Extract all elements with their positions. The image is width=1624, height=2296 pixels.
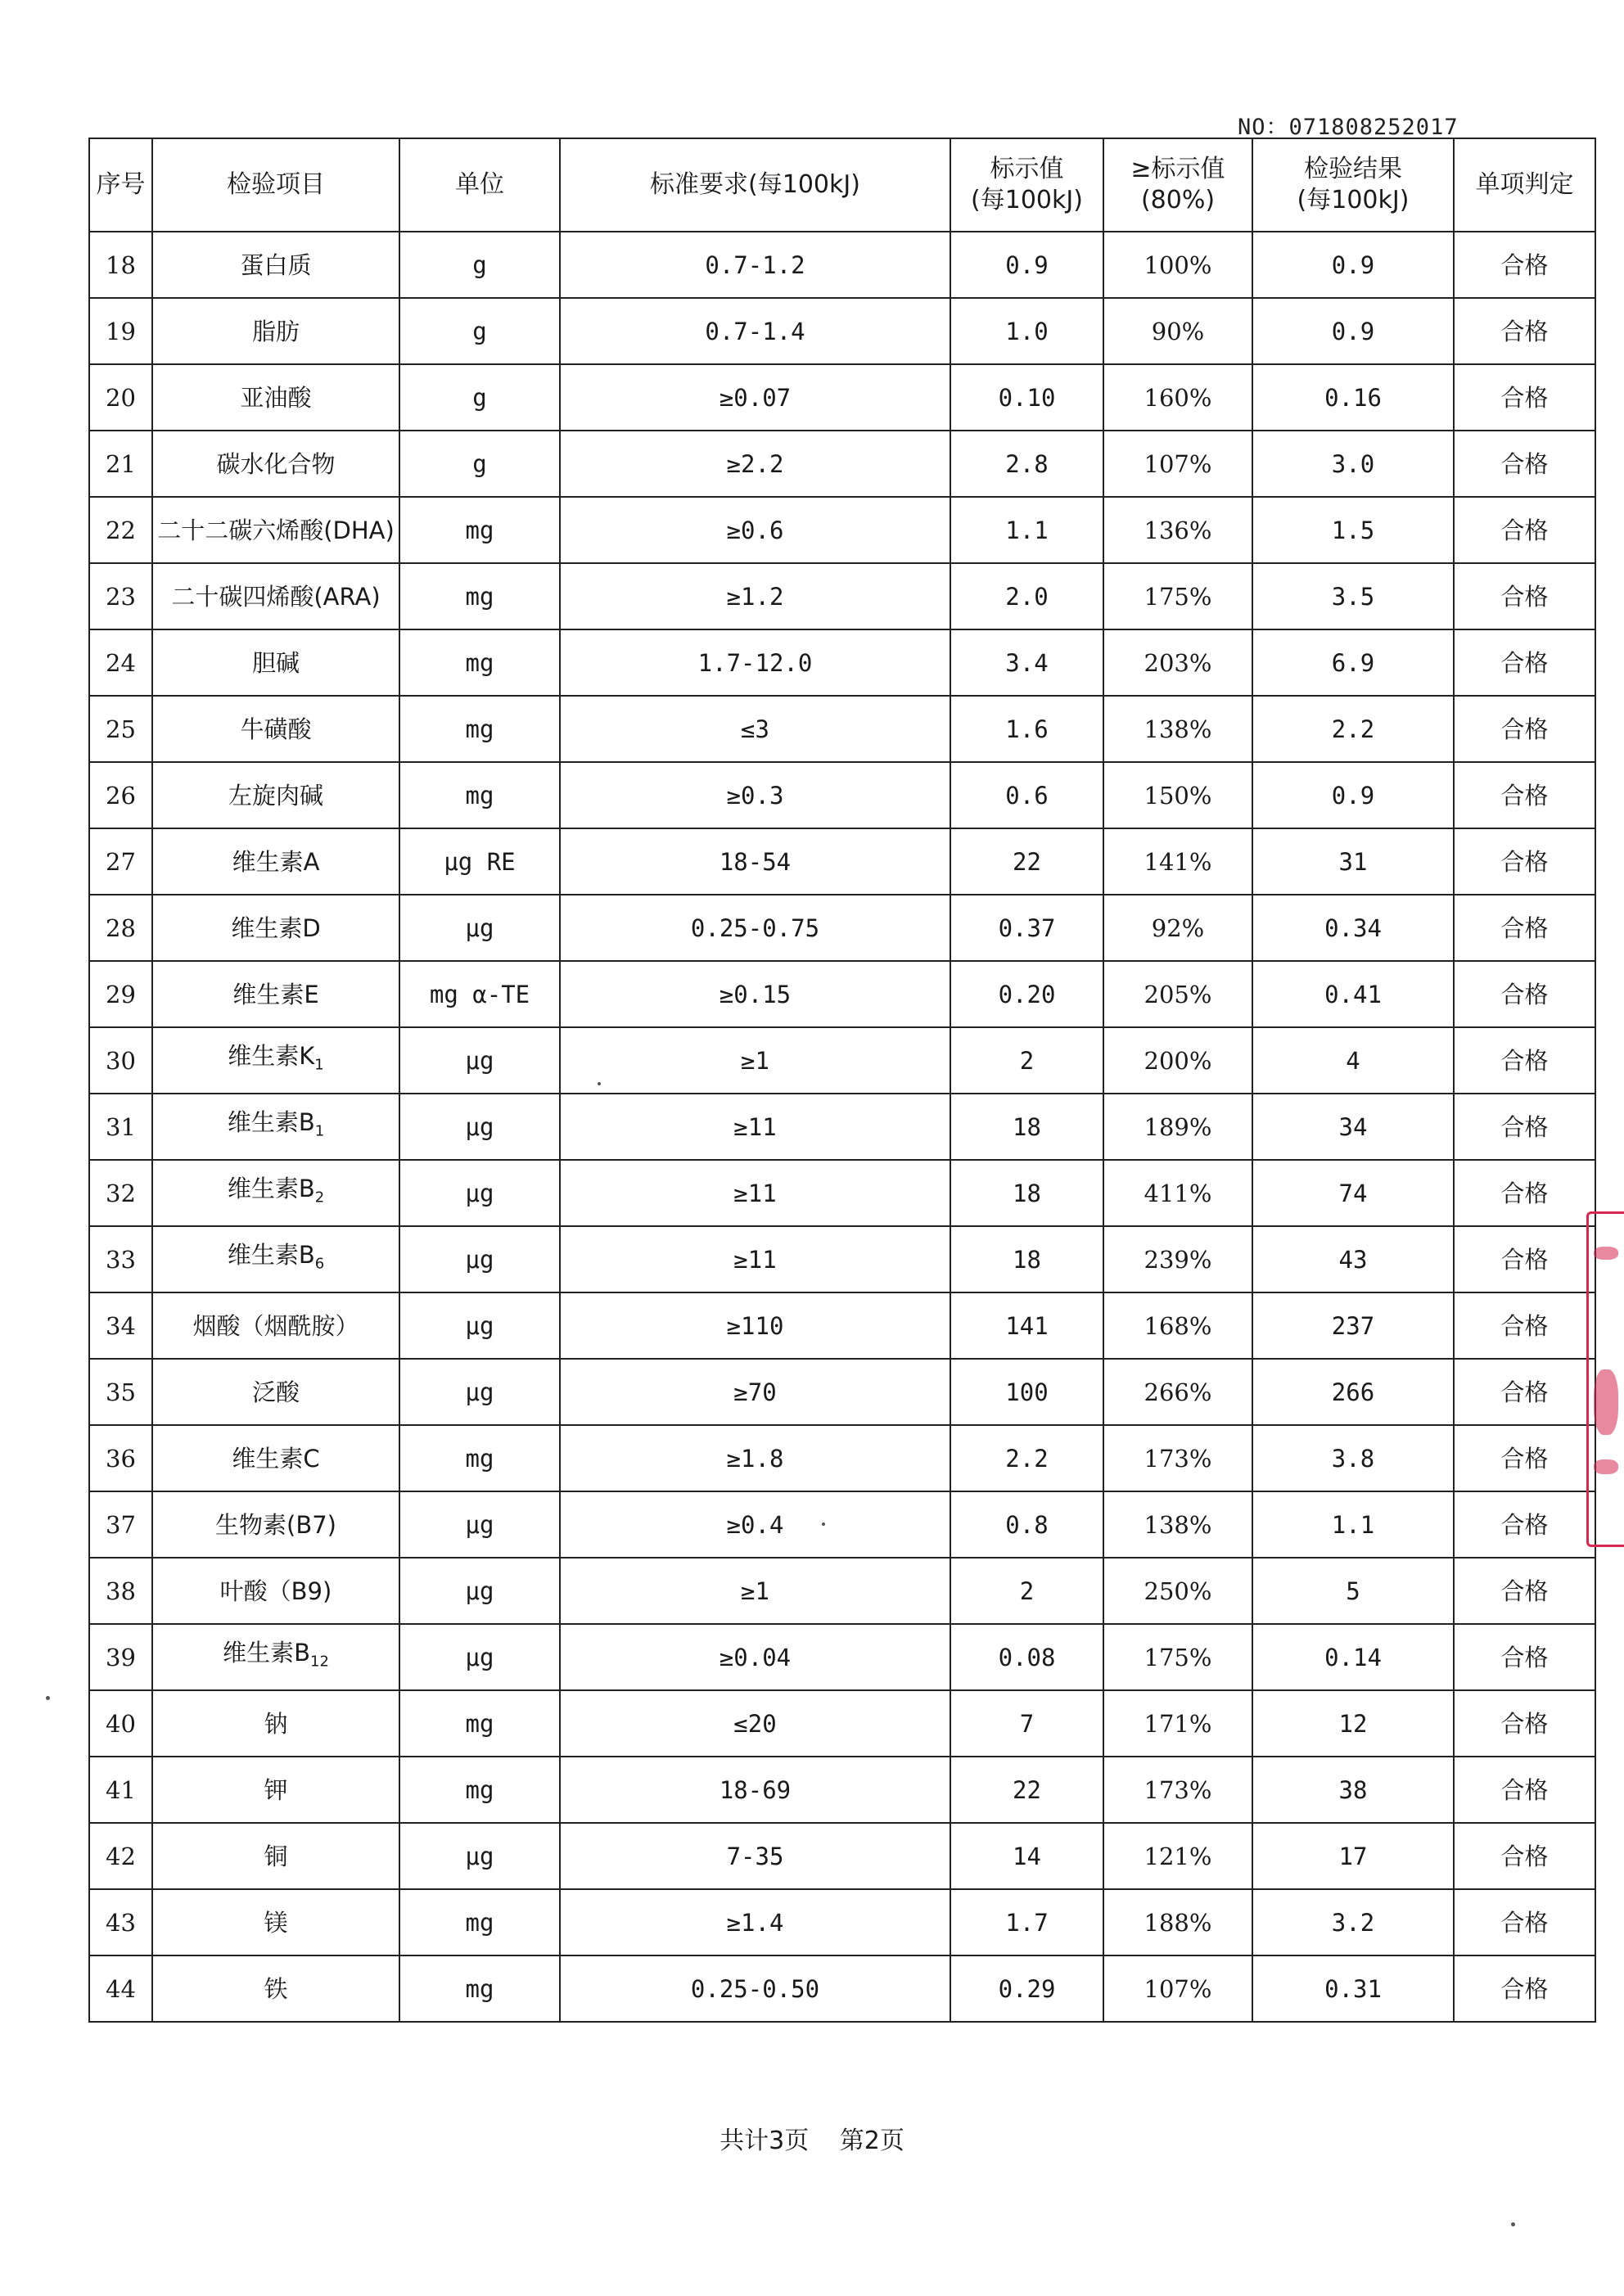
- cell-requirement: 18-54: [560, 828, 950, 895]
- cell-label-value: 0.10: [950, 364, 1103, 431]
- cell-item: [152, 1027, 399, 1094]
- cell-result: 3.0: [1252, 431, 1454, 497]
- cell-unit: g: [399, 431, 560, 497]
- cell-pct: 173%: [1103, 1757, 1252, 1823]
- table-row: [89, 629, 1595, 696]
- table-row: [89, 1226, 1595, 1292]
- cell-item: 维生素E: [152, 961, 399, 1027]
- header-label-value-line2: (每100kJ): [971, 186, 1083, 214]
- table-row: [89, 1292, 1595, 1359]
- cell-requirement: ≥0.3: [560, 762, 950, 828]
- cell-seq: 40: [89, 1690, 152, 1757]
- cell-verdict: 合格: [1454, 1359, 1595, 1425]
- cell-requirement: ≥11: [560, 1094, 950, 1160]
- cell-result: 38: [1252, 1757, 1454, 1823]
- cell-verdict: 合格: [1454, 1226, 1595, 1292]
- cell-pct: 205%: [1103, 961, 1252, 1027]
- cell-result: 237: [1252, 1292, 1454, 1359]
- cell-label-value: 18: [950, 1094, 1103, 1160]
- table-row: [89, 364, 1595, 431]
- cell-result: 0.9: [1252, 232, 1454, 298]
- cell-label-value: 3.4: [950, 629, 1103, 696]
- cell-verdict: 合格: [1454, 1558, 1595, 1624]
- item-subscript: 12: [310, 1653, 329, 1671]
- cell-pct: 138%: [1103, 696, 1252, 762]
- cell-unit: μg: [399, 1558, 560, 1624]
- cell-unit: mg: [399, 1690, 560, 1757]
- cell-verdict: 合格: [1454, 629, 1595, 696]
- cell-requirement: 7-35: [560, 1823, 950, 1889]
- cell-pct: 168%: [1103, 1292, 1252, 1359]
- header-seq: 序号: [89, 138, 152, 232]
- table-row: [89, 1491, 1595, 1558]
- cell-seq: 27: [89, 828, 152, 895]
- cell-pct: 92%: [1103, 895, 1252, 961]
- table-row: [89, 1027, 1595, 1094]
- cell-item: 牛磺酸: [152, 696, 399, 762]
- cell-result: 5: [1252, 1558, 1454, 1624]
- cell-requirement: ≥1: [560, 1558, 950, 1624]
- cell-unit: μg: [399, 1226, 560, 1292]
- cell-item: 维生素D: [152, 895, 399, 961]
- cell-unit: μg: [399, 1094, 560, 1160]
- cell-pct: 107%: [1103, 431, 1252, 497]
- cell-result: 266: [1252, 1359, 1454, 1425]
- table-row: [89, 563, 1595, 629]
- cell-seq: 26: [89, 762, 152, 828]
- cell-verdict: 合格: [1454, 563, 1595, 629]
- cell-requirement: 0.7-1.2: [560, 232, 950, 298]
- cell-pct: 141%: [1103, 828, 1252, 895]
- report-number: NO：071808252017: [1238, 115, 1459, 140]
- table-row: [89, 1359, 1595, 1425]
- header-result-line2: (每100kJ): [1297, 186, 1410, 214]
- cell-verdict: 合格: [1454, 1889, 1595, 1955]
- table-header-row: [89, 138, 1595, 232]
- cell-requirement: ≥11: [560, 1160, 950, 1226]
- cell-verdict: 合格: [1454, 696, 1595, 762]
- cell-label-value: 0.08: [950, 1624, 1103, 1690]
- cell-item: 脂肪: [152, 298, 399, 364]
- cell-pct: 175%: [1103, 563, 1252, 629]
- cell-result: 0.9: [1252, 762, 1454, 828]
- cell-item: [152, 1160, 399, 1226]
- cell-seq: 22: [89, 497, 152, 563]
- cell-item: 叶酸（B9): [152, 1558, 399, 1624]
- scan-speck: [46, 1696, 50, 1700]
- item-subscript: 1: [314, 1122, 325, 1140]
- cell-verdict: 合格: [1454, 1094, 1595, 1160]
- cell-item: 碳水化合物: [152, 431, 399, 497]
- cell-item: 钠: [152, 1690, 399, 1757]
- cell-item: 镁: [152, 1889, 399, 1955]
- cell-label-value: 2.0: [950, 563, 1103, 629]
- cell-pct: 138%: [1103, 1491, 1252, 1558]
- stamp-ink-mark: [1594, 1247, 1618, 1260]
- cell-seq: 21: [89, 431, 152, 497]
- cell-result: 3.8: [1252, 1425, 1454, 1491]
- cell-seq: 23: [89, 563, 152, 629]
- cell-pct: 203%: [1103, 629, 1252, 696]
- cell-item: 烟酸（烟酰胺）: [152, 1292, 399, 1359]
- cell-verdict: 合格: [1454, 1624, 1595, 1690]
- item-name: 维生素B: [227, 1107, 315, 1136]
- cell-result: 1.5: [1252, 497, 1454, 563]
- header-result: [1252, 138, 1454, 232]
- table-row: [89, 1690, 1595, 1757]
- cell-result: 0.34: [1252, 895, 1454, 961]
- cell-unit: μg: [399, 1160, 560, 1226]
- cell-seq: 24: [89, 629, 152, 696]
- table-row: [89, 1558, 1595, 1624]
- cell-label-value: 0.6: [950, 762, 1103, 828]
- cell-verdict: 合格: [1454, 1823, 1595, 1889]
- cell-item: 生物素(B7): [152, 1491, 399, 1558]
- cell-requirement: ≥0.04: [560, 1624, 950, 1690]
- table-row: [89, 1094, 1595, 1160]
- item-name: 维生素B: [227, 1174, 315, 1202]
- cell-pct: 175%: [1103, 1624, 1252, 1690]
- cell-seq: 38: [89, 1558, 152, 1624]
- cell-unit: mg: [399, 1889, 560, 1955]
- cell-item: 二十二碳六烯酸(DHA): [152, 497, 399, 563]
- table-row: [89, 1624, 1595, 1690]
- table-row: [89, 696, 1595, 762]
- cell-pct: 188%: [1103, 1889, 1252, 1955]
- cell-result: 0.9: [1252, 298, 1454, 364]
- header-requirement: 标准要求(每100kJ): [560, 138, 950, 232]
- cell-pct: 250%: [1103, 1558, 1252, 1624]
- cell-label-value: 2.2: [950, 1425, 1103, 1491]
- cell-result: 0.41: [1252, 961, 1454, 1027]
- page-footer: [0, 2120, 1624, 2156]
- cell-item: 铜: [152, 1823, 399, 1889]
- cell-requirement: 0.25-0.75: [560, 895, 950, 961]
- stamp-ink-mark: [1594, 1459, 1618, 1474]
- cell-pct: 150%: [1103, 762, 1252, 828]
- cell-verdict: 合格: [1454, 1491, 1595, 1558]
- cell-unit: g: [399, 364, 560, 431]
- cell-label-value: 0.9: [950, 232, 1103, 298]
- cell-result: 17: [1252, 1823, 1454, 1889]
- table-row: [89, 1425, 1595, 1491]
- cell-label-value: 18: [950, 1226, 1103, 1292]
- table-row: [89, 1955, 1595, 2022]
- cell-item: 钾: [152, 1757, 399, 1823]
- cell-result: 74: [1252, 1160, 1454, 1226]
- cell-verdict: 合格: [1454, 1027, 1595, 1094]
- cell-pct: 411%: [1103, 1160, 1252, 1226]
- cell-requirement: ≥0.07: [560, 364, 950, 431]
- cell-unit: mg: [399, 1955, 560, 2022]
- cell-unit: μg: [399, 1491, 560, 1558]
- header-pct-line2: (80%): [1140, 186, 1216, 214]
- cell-label-value: 1.7: [950, 1889, 1103, 1955]
- cell-verdict: 合格: [1454, 895, 1595, 961]
- cell-requirement: ≥1.8: [560, 1425, 950, 1491]
- inspection-results-table: [88, 138, 1596, 2023]
- footer-total-pages: 共计3页: [720, 2127, 810, 2155]
- cell-label-value: 0.20: [950, 961, 1103, 1027]
- cell-label-value: 2: [950, 1027, 1103, 1094]
- cell-item: 维生素C: [152, 1425, 399, 1491]
- cell-pct: 173%: [1103, 1425, 1252, 1491]
- cell-verdict: 合格: [1454, 1425, 1595, 1491]
- cell-seq: 34: [89, 1292, 152, 1359]
- cell-item: [152, 1094, 399, 1160]
- cell-verdict: 合格: [1454, 961, 1595, 1027]
- stamp-ink-mark: [1594, 1369, 1618, 1435]
- cell-item: [152, 1226, 399, 1292]
- cell-verdict: 合格: [1454, 828, 1595, 895]
- cell-label-value: 141: [950, 1292, 1103, 1359]
- header-item: 检验项目: [152, 138, 399, 232]
- table-row: [89, 1889, 1595, 1955]
- cell-pct: 171%: [1103, 1690, 1252, 1757]
- cell-result: 4: [1252, 1027, 1454, 1094]
- header-pct: [1103, 138, 1252, 232]
- scan-speck: [598, 1082, 601, 1085]
- cell-unit: μg RE: [399, 828, 560, 895]
- cell-label-value: 1.1: [950, 497, 1103, 563]
- cell-pct: 136%: [1103, 497, 1252, 563]
- cell-unit: mg: [399, 497, 560, 563]
- cell-unit: μg: [399, 1359, 560, 1425]
- cell-verdict: 合格: [1454, 1160, 1595, 1226]
- cell-seq: 43: [89, 1889, 152, 1955]
- cell-unit: mg: [399, 629, 560, 696]
- cell-unit: μg: [399, 1027, 560, 1094]
- cell-seq: 44: [89, 1955, 152, 2022]
- cell-result: 31: [1252, 828, 1454, 895]
- cell-unit: μg: [399, 1823, 560, 1889]
- table-row: [89, 961, 1595, 1027]
- footer-current-page: 第2页: [839, 2127, 904, 2155]
- table-row: [89, 895, 1595, 961]
- cell-item: 胆碱: [152, 629, 399, 696]
- cell-requirement: ≥0.15: [560, 961, 950, 1027]
- header-verdict: 单项判定: [1454, 138, 1595, 232]
- cell-seq: 41: [89, 1757, 152, 1823]
- cell-requirement: ≥11: [560, 1226, 950, 1292]
- cell-pct: 121%: [1103, 1823, 1252, 1889]
- cell-result: 0.31: [1252, 1955, 1454, 2022]
- cell-label-value: 18: [950, 1160, 1103, 1226]
- cell-verdict: 合格: [1454, 1955, 1595, 2022]
- cell-seq: 39: [89, 1624, 152, 1690]
- cell-label-value: 7: [950, 1690, 1103, 1757]
- cell-result: 12: [1252, 1690, 1454, 1757]
- cell-item: 二十碳四烯酸(ARA): [152, 563, 399, 629]
- cell-result: 3.5: [1252, 563, 1454, 629]
- cell-seq: 32: [89, 1160, 152, 1226]
- red-stamp-fragment: [1586, 1211, 1624, 1547]
- cell-requirement: ≥2.2: [560, 431, 950, 497]
- item-name: 维生素K: [228, 1041, 315, 1070]
- cell-unit: mg: [399, 762, 560, 828]
- cell-verdict: 合格: [1454, 364, 1595, 431]
- cell-result: 1.1: [1252, 1491, 1454, 1558]
- header-unit: 单位: [399, 138, 560, 232]
- cell-verdict: 合格: [1454, 431, 1595, 497]
- cell-seq: 35: [89, 1359, 152, 1425]
- cell-seq: 36: [89, 1425, 152, 1491]
- cell-seq: 30: [89, 1027, 152, 1094]
- cell-pct: 266%: [1103, 1359, 1252, 1425]
- cell-verdict: 合格: [1454, 762, 1595, 828]
- cell-requirement: 0.7-1.4: [560, 298, 950, 364]
- item-name: 维生素B: [227, 1240, 315, 1269]
- table-row: [89, 828, 1595, 895]
- item-subscript: 1: [314, 1056, 324, 1074]
- cell-result: 2.2: [1252, 696, 1454, 762]
- cell-unit: μg: [399, 895, 560, 961]
- scan-speck: [822, 1522, 825, 1526]
- table-row: [89, 232, 1595, 298]
- cell-requirement: ≤3: [560, 696, 950, 762]
- scan-speck: [1511, 2222, 1515, 2226]
- header-result-line1: 检验结果: [1304, 155, 1402, 183]
- cell-unit: mg: [399, 696, 560, 762]
- cell-verdict: 合格: [1454, 1292, 1595, 1359]
- cell-pct: 200%: [1103, 1027, 1252, 1094]
- header-pct-line1: ≥标示值: [1130, 155, 1225, 183]
- cell-unit: mg: [399, 563, 560, 629]
- cell-result: 3.2: [1252, 1889, 1454, 1955]
- cell-pct: 100%: [1103, 232, 1252, 298]
- cell-label-value: 1.6: [950, 696, 1103, 762]
- cell-label-value: 2.8: [950, 431, 1103, 497]
- cell-label-value: 0.29: [950, 1955, 1103, 2022]
- cell-item: 泛酸: [152, 1359, 399, 1425]
- cell-result: 0.14: [1252, 1624, 1454, 1690]
- cell-seq: 20: [89, 364, 152, 431]
- cell-label-value: 2: [950, 1558, 1103, 1624]
- cell-item: 铁: [152, 1955, 399, 2022]
- cell-verdict: 合格: [1454, 1757, 1595, 1823]
- cell-requirement: ≥70: [560, 1359, 950, 1425]
- cell-requirement: 1.7-12.0: [560, 629, 950, 696]
- cell-pct: 90%: [1103, 298, 1252, 364]
- cell-seq: 37: [89, 1491, 152, 1558]
- cell-unit: μg: [399, 1292, 560, 1359]
- cell-requirement: ≥110: [560, 1292, 950, 1359]
- cell-unit: μg: [399, 1624, 560, 1690]
- item-name: 维生素B: [223, 1638, 311, 1667]
- cell-verdict: 合格: [1454, 298, 1595, 364]
- cell-pct: 107%: [1103, 1955, 1252, 2022]
- table-row: [89, 431, 1595, 497]
- cell-requirement: ≥0.4: [560, 1491, 950, 1558]
- cell-unit: g: [399, 298, 560, 364]
- cell-seq: 25: [89, 696, 152, 762]
- cell-item: [152, 1624, 399, 1690]
- cell-item: 亚油酸: [152, 364, 399, 431]
- cell-result: 34: [1252, 1094, 1454, 1160]
- cell-result: 43: [1252, 1226, 1454, 1292]
- table-row: [89, 1757, 1595, 1823]
- cell-unit: mg: [399, 1757, 560, 1823]
- cell-item: 左旋肉碱: [152, 762, 399, 828]
- cell-unit: g: [399, 232, 560, 298]
- table-row: [89, 1160, 1595, 1226]
- cell-requirement: ≥1.2: [560, 563, 950, 629]
- cell-requirement: ≤20: [560, 1690, 950, 1757]
- cell-seq: 18: [89, 232, 152, 298]
- table-row: [89, 1823, 1595, 1889]
- cell-seq: 42: [89, 1823, 152, 1889]
- cell-verdict: 合格: [1454, 497, 1595, 563]
- cell-item: 蛋白质: [152, 232, 399, 298]
- cell-requirement: ≥0.6: [560, 497, 950, 563]
- header-label-value: [950, 138, 1103, 232]
- cell-unit: mg α-TE: [399, 961, 560, 1027]
- cell-seq: 31: [89, 1094, 152, 1160]
- cell-label-value: 14: [950, 1823, 1103, 1889]
- cell-label-value: 1.0: [950, 298, 1103, 364]
- item-subscript: 6: [314, 1255, 325, 1273]
- cell-verdict: 合格: [1454, 1690, 1595, 1757]
- cell-requirement: 18-69: [560, 1757, 950, 1823]
- cell-seq: 33: [89, 1226, 152, 1292]
- cell-seq: 19: [89, 298, 152, 364]
- cell-label-value: 22: [950, 828, 1103, 895]
- cell-requirement: 0.25-0.50: [560, 1955, 950, 2022]
- cell-item: 维生素A: [152, 828, 399, 895]
- cell-label-value: 100: [950, 1359, 1103, 1425]
- cell-seq: 28: [89, 895, 152, 961]
- cell-requirement: ≥1.4: [560, 1889, 950, 1955]
- cell-pct: 189%: [1103, 1094, 1252, 1160]
- table-row: [89, 762, 1595, 828]
- cell-result: 6.9: [1252, 629, 1454, 696]
- cell-verdict: 合格: [1454, 232, 1595, 298]
- cell-pct: 239%: [1103, 1226, 1252, 1292]
- cell-pct: 160%: [1103, 364, 1252, 431]
- cell-label-value: 0.37: [950, 895, 1103, 961]
- cell-result: 0.16: [1252, 364, 1454, 431]
- item-subscript: 2: [314, 1189, 325, 1207]
- cell-seq: 29: [89, 961, 152, 1027]
- table-row: [89, 298, 1595, 364]
- table-row: [89, 497, 1595, 563]
- header-label-value-line1: 标示值: [990, 155, 1064, 183]
- table-body: [89, 232, 1595, 2022]
- cell-requirement: ≥1: [560, 1027, 950, 1094]
- cell-label-value: 0.8: [950, 1491, 1103, 1558]
- cell-unit: mg: [399, 1425, 560, 1491]
- cell-label-value: 22: [950, 1757, 1103, 1823]
